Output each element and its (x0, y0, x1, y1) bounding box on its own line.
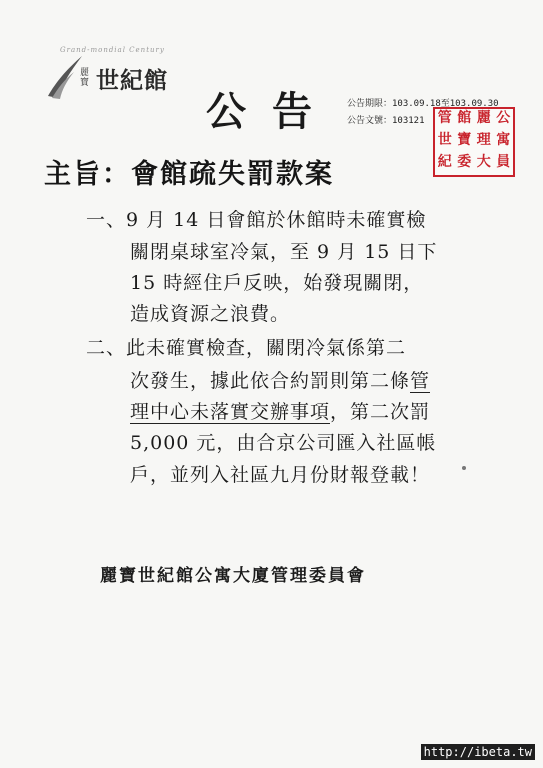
watermark-url: http://ibeta.tw (421, 744, 535, 760)
stamp-char: 世 (437, 132, 452, 148)
item2-line2 (130, 366, 430, 393)
stamp-char: 大 (476, 154, 491, 170)
item1-line1: 一、9 月 14 日會館於休館時未確實檢 (86, 209, 427, 231)
stamp-char: 公 (496, 110, 511, 126)
underlined-text: 管 (410, 370, 431, 392)
committee-signature: 麗寶世紀館公寓大廈管理委員會 (100, 566, 366, 586)
stamp-char: 寶 (457, 132, 472, 148)
notice-subject: 主旨：會館疏失罰款案 (44, 159, 334, 190)
logo-swoosh-icon (44, 52, 84, 100)
logo-small-chars: 麗寶 (80, 68, 90, 88)
item2-line4: 5,000 元，由合京公司匯入社區帳 (130, 432, 437, 454)
item2-line1: 二、此未確實檢查，關閉冷氣係第二 (86, 337, 407, 359)
stamp-char: 管 (437, 110, 452, 126)
item2-line3-tail: ，第二次罰 (330, 401, 431, 423)
item1-line3: 15 時經住戶反映，始發現關閉， (130, 272, 424, 294)
logo-main-text: 世紀館 (96, 67, 168, 94)
notice-title: 公告 (206, 88, 338, 135)
underlined-text: 理中心未落實交辦事項 (130, 401, 331, 423)
item2-line2-text: 次發生，據此依合約罰則第二條 (130, 370, 411, 392)
stamp-char: 寓 (496, 132, 511, 148)
notice-period: 公告期限：103.09.18至103.09.30 (347, 99, 499, 109)
item1-line2: 關閉桌球室冷氣，至 9 月 15 日下 (130, 241, 438, 263)
item2-line5: 戶，並列入社區九月份財報登載！ (130, 464, 431, 486)
stamp-char: 理 (476, 132, 491, 148)
item2-line3 (130, 397, 430, 424)
logo-english-text: Grand-mondial Century (60, 46, 165, 54)
stamp-char: 委 (457, 154, 472, 170)
stamp-char: 麗 (476, 110, 491, 126)
stamp-char: 員 (496, 154, 511, 170)
committee-seal-stamp (433, 107, 515, 177)
scan-speck (462, 466, 466, 470)
notice-doc-number: 公告文號：103121 (347, 116, 425, 126)
stamp-char: 紀 (437, 154, 452, 170)
stamp-char: 館 (457, 110, 472, 126)
item1-line4: 造成資源之浪費。 (130, 303, 291, 325)
